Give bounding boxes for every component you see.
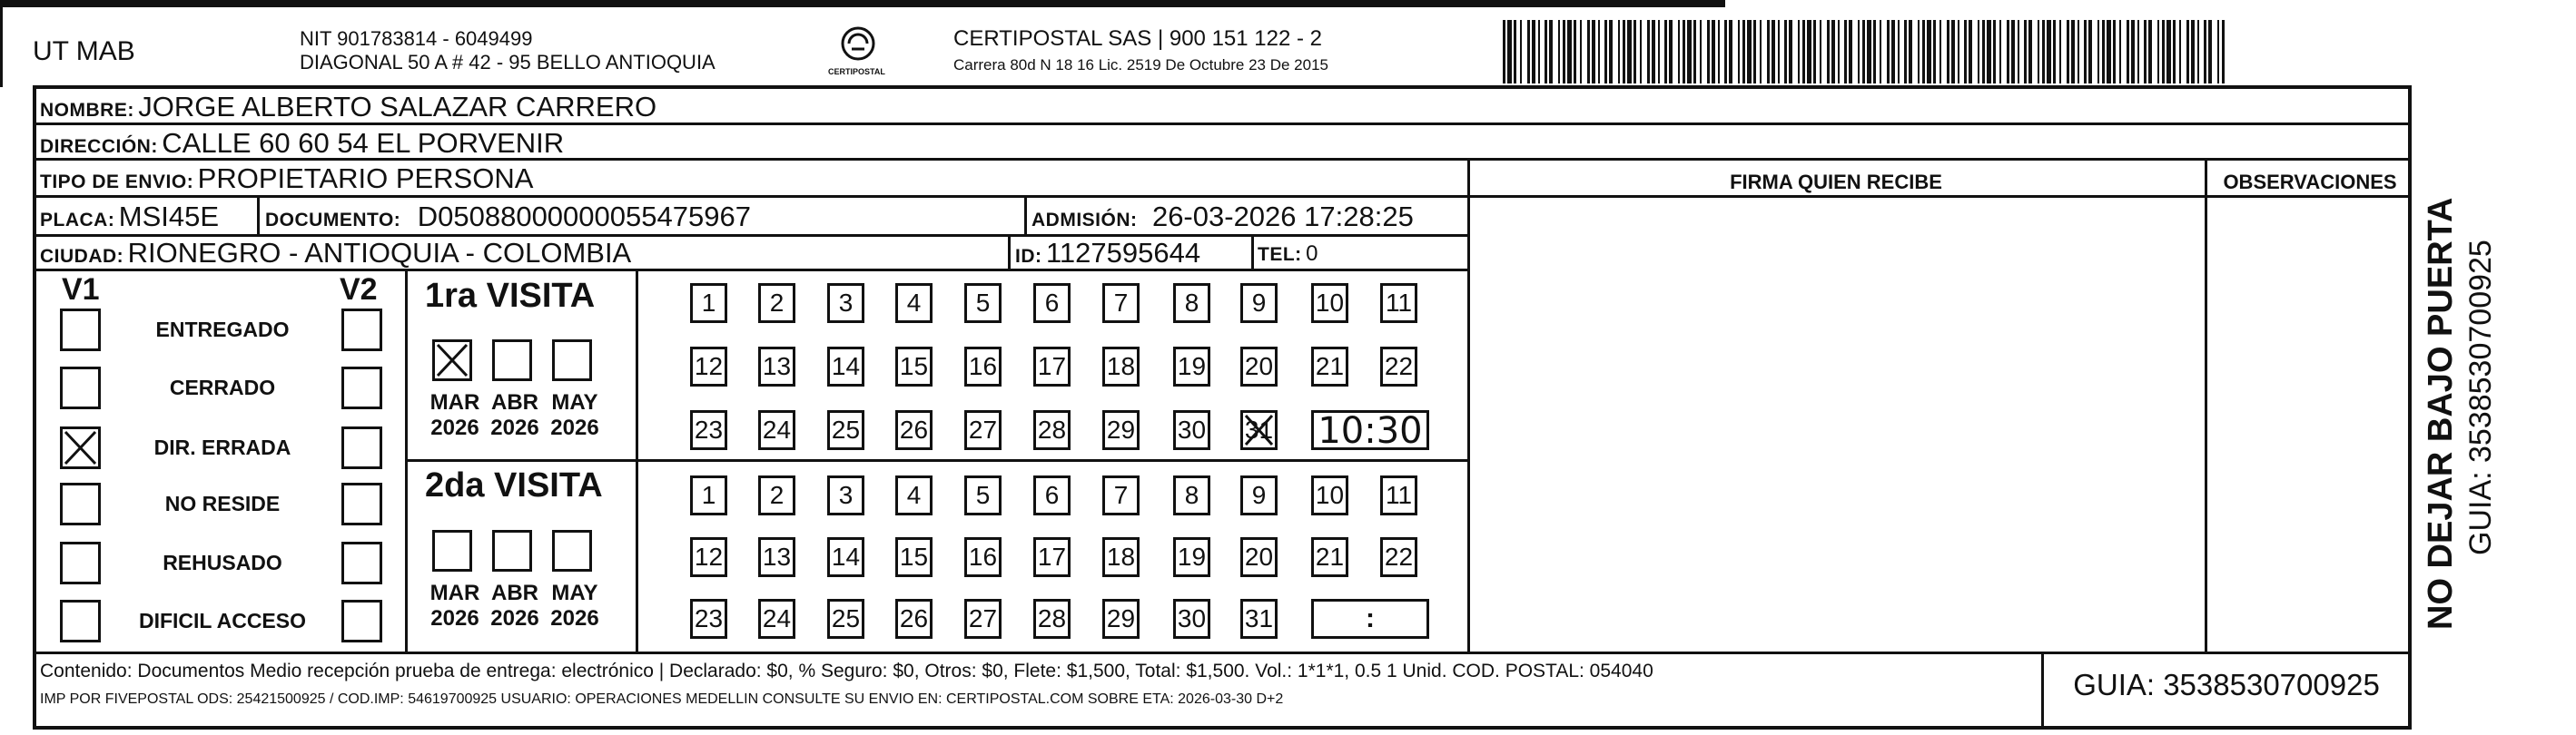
v2-label: V2 xyxy=(340,272,378,307)
v1-checkbox[interactable] xyxy=(60,542,101,584)
month-checkbox[interactable] xyxy=(552,530,592,572)
barcode-bar xyxy=(2038,20,2039,83)
second-visit-title: 2da VISITA xyxy=(425,466,603,505)
documento-label: DOCUMENTO: xyxy=(265,210,401,230)
barcode-bar xyxy=(1658,20,1660,83)
nombre-row xyxy=(40,91,656,123)
barcode-bar xyxy=(1598,20,1600,83)
barcode-bar xyxy=(1784,20,1787,83)
observaciones-header: OBSERVACIONES xyxy=(2223,171,2397,193)
day-box[interactable]: 29 xyxy=(1102,599,1140,639)
status-label: REHUSADO xyxy=(163,551,282,574)
day-box[interactable]: 13 xyxy=(758,537,795,577)
day-box[interactable]: 26 xyxy=(895,599,933,639)
barcode-bar xyxy=(1532,20,1535,83)
barcode-bar xyxy=(1747,20,1752,83)
barcode-bar xyxy=(1669,20,1673,83)
documento-value: D05088000000055475967 xyxy=(417,201,751,232)
barcode-bar xyxy=(1951,20,1955,83)
year-label: 2026 xyxy=(490,606,539,631)
v1-checkbox[interactable] xyxy=(60,309,101,351)
tel-value: 0 xyxy=(1306,241,1318,266)
barcode-bar xyxy=(1652,20,1655,83)
barcode-bar xyxy=(1838,20,1840,83)
footer-line xyxy=(33,652,2412,654)
day-box[interactable]: 11 xyxy=(1380,283,1417,323)
col-line xyxy=(2205,158,2207,652)
day-box[interactable]: 12 xyxy=(690,347,727,387)
day-box[interactable]: 19 xyxy=(1173,347,1210,387)
day-box[interactable]: 3 xyxy=(827,283,864,323)
barcode-bar xyxy=(1767,20,1770,83)
month-label: ABR xyxy=(491,581,538,605)
day-box[interactable]: 15 xyxy=(895,347,933,387)
barcode-bar xyxy=(2222,20,2225,83)
barcode-bar xyxy=(1813,20,1816,83)
barcode-bar xyxy=(1604,20,1607,83)
day-box[interactable]: 8 xyxy=(1173,283,1210,323)
year-label: 2026 xyxy=(430,606,479,631)
time-value: : xyxy=(1366,603,1375,633)
nit-text: NIT 901783814 - 6049499 xyxy=(300,27,533,50)
footer-contenido: Contenido: Documentos Medio recepción prueba de entrega: electrónico | Declarado: $0, % Seguro: $0, Otros: $0, Flete: $1,500, Total: $1,500. Vol.: 1*1*1, 0.5 1 Unid. COD. POSTAL: 054040 xyxy=(40,661,1653,681)
month-label: MAY xyxy=(551,581,598,605)
barcode-bar xyxy=(2217,20,2219,83)
day-box[interactable]: 29 xyxy=(1102,410,1140,450)
day-box[interactable]: 18 xyxy=(1102,347,1140,387)
barcode-bar xyxy=(1527,20,1530,83)
year-label: 2026 xyxy=(430,416,479,440)
year-label: 2026 xyxy=(550,416,599,440)
col-line xyxy=(1008,234,1011,269)
barcode-bar xyxy=(2186,20,2189,83)
barcode-bar xyxy=(1549,20,1553,83)
barcode-bar xyxy=(1987,20,1991,83)
top-rule xyxy=(0,0,1725,7)
tipo-row xyxy=(40,162,533,195)
col-line xyxy=(1467,158,1470,652)
direccion-label: DIRECCIÓN: xyxy=(40,136,158,157)
barcode-bar xyxy=(1958,20,1959,83)
day-box[interactable]: 8 xyxy=(1173,475,1210,515)
barcode-bar xyxy=(1978,20,1979,83)
day-box[interactable]: 17 xyxy=(1033,347,1071,387)
barcode-bar xyxy=(1693,20,1696,83)
logo-text: CERTIPOSTAL xyxy=(828,67,885,76)
barcode-bar xyxy=(2157,20,2159,83)
barcode-bar xyxy=(1633,20,1636,83)
barcode-bar xyxy=(2208,20,2212,83)
barcode-bar xyxy=(2179,20,2181,83)
label-header xyxy=(0,0,2576,87)
barcode-bar xyxy=(2067,20,2069,83)
status-label: NO RESIDE xyxy=(164,492,281,515)
carrier-name: CERTIPOSTAL SAS | 900 151 122 - 2 xyxy=(953,26,1322,51)
day-box[interactable]: 4 xyxy=(895,283,933,323)
barcode-bar xyxy=(1849,20,1852,83)
v1-checkbox[interactable] xyxy=(60,600,101,642)
tipo-label: TIPO DE ENVIO: xyxy=(40,172,194,192)
barcode-bar xyxy=(1844,20,1847,83)
barcode-bar xyxy=(2088,20,2092,83)
month-label: ABR xyxy=(491,390,538,415)
day-box[interactable]: 20 xyxy=(1240,537,1278,577)
v2-checkbox[interactable] xyxy=(341,426,382,469)
barcode-bar xyxy=(2102,20,2105,83)
barcode-bar xyxy=(1587,20,1590,83)
barcode-bar xyxy=(1807,20,1811,83)
time-box[interactable] xyxy=(1311,410,1429,450)
barcode-bar xyxy=(1999,20,2001,83)
barcode-bar xyxy=(1623,20,1625,83)
check-x-icon xyxy=(434,341,470,379)
warning-vertical: NO DEJAR BAJO PUERTA xyxy=(2422,197,2460,630)
day-box[interactable]: 16 xyxy=(964,347,1002,387)
barcode-bar xyxy=(1772,20,1775,83)
day-box[interactable]: 10 xyxy=(1311,475,1348,515)
barcode-bar xyxy=(1993,20,1996,83)
v2-checkbox[interactable] xyxy=(341,483,382,525)
barcode-bar xyxy=(1778,20,1780,83)
id-label: ID: xyxy=(1015,246,1042,267)
time-box[interactable] xyxy=(1311,599,1429,639)
barcode-bar xyxy=(2084,20,2087,83)
barcode-bar xyxy=(1867,20,1871,83)
nombre-value: JORGE ALBERTO SALAZAR CARRERO xyxy=(138,91,657,122)
barcode-bar xyxy=(2007,20,2009,83)
barcode-bar xyxy=(2191,20,2195,83)
nombre-label: NOMBRE: xyxy=(40,100,134,121)
barcode-bar xyxy=(1933,20,1936,83)
ciudad-value: RIONEGRO - ANTIOQUIA - COLOMBIA xyxy=(127,237,632,269)
barcode-bar xyxy=(1947,20,1949,83)
barcode-bar xyxy=(2113,20,2116,83)
day-box[interactable]: 22 xyxy=(1380,347,1417,387)
day-box[interactable]: 18 xyxy=(1102,537,1140,577)
barcode-bar xyxy=(1538,20,1540,83)
barcode-bar xyxy=(1927,20,1931,83)
status-label: DIFICIL ACCESO xyxy=(138,609,306,632)
barcode-bar xyxy=(1982,20,1985,83)
barcode-bar xyxy=(1574,20,1576,83)
day-box[interactable]: 23 xyxy=(690,410,727,450)
day-box[interactable]: 27 xyxy=(964,599,1002,639)
barcode-bar xyxy=(1592,20,1595,83)
day-box[interactable]: 16 xyxy=(964,537,1002,577)
day-box[interactable]: 4 xyxy=(895,475,933,515)
carrier-license: Carrera 80d N 18 16 Lic. 2519 De Octubre 23 De 2015 xyxy=(953,56,1328,74)
barcode-bar xyxy=(2042,20,2045,83)
day-box[interactable]: 9 xyxy=(1240,475,1278,515)
id-row xyxy=(1015,237,1200,270)
check-x-icon xyxy=(1242,412,1276,448)
barcode-bar xyxy=(1718,20,1720,83)
barcode-bar xyxy=(2162,20,2165,83)
day-box[interactable]: 26 xyxy=(895,410,933,450)
barcode-bar xyxy=(1545,20,1547,83)
day-box[interactable]: 9 xyxy=(1240,283,1278,323)
barcode-bar xyxy=(1939,20,1941,83)
placa-row xyxy=(40,201,219,233)
barcode-bar xyxy=(1742,20,1745,83)
barcode-bar xyxy=(1618,20,1620,83)
barcode-bar xyxy=(1640,20,1642,83)
barcode-bar xyxy=(1918,20,1920,83)
month-checkbox[interactable] xyxy=(492,339,532,381)
v1-label: V1 xyxy=(62,272,100,307)
barcode-bar xyxy=(1820,20,1821,83)
visit-split-line xyxy=(405,459,1467,462)
barcode-bar xyxy=(1580,20,1582,83)
day-box[interactable]: 7 xyxy=(1102,283,1140,323)
tel-row xyxy=(1258,241,1318,267)
sender-address: DIAGONAL 50 A # 42 - 95 BELLO ANTIOQUIA xyxy=(300,51,716,74)
admision-row xyxy=(1031,201,1414,233)
barcode-bar xyxy=(2204,20,2206,83)
day-box[interactable]: 25 xyxy=(827,599,864,639)
day-box[interactable]: 28 xyxy=(1033,599,1071,639)
day-box[interactable]: 25 xyxy=(827,410,864,450)
placa-value: MSI45E xyxy=(118,201,220,232)
direccion-value: CALLE 60 60 54 EL PORVENIR xyxy=(162,127,565,159)
barcode-bar xyxy=(2011,20,2015,83)
v2-checkbox[interactable] xyxy=(341,367,382,409)
barcode-bar xyxy=(1922,20,1925,83)
barcode-bar xyxy=(1707,20,1710,83)
day-box[interactable]: 22 xyxy=(1380,537,1417,577)
v1-checkbox[interactable] xyxy=(60,367,101,409)
day-box[interactable]: 21 xyxy=(1311,347,1348,387)
barcode-bar xyxy=(1520,20,1522,83)
certipostal-logo-icon xyxy=(828,20,885,87)
day-box[interactable]: 1 xyxy=(690,475,727,515)
barcode-bar xyxy=(1738,20,1740,83)
barcode-bar xyxy=(1700,20,1702,83)
check-x-icon xyxy=(62,428,99,467)
day-box[interactable]: 5 xyxy=(964,475,1002,515)
barcode-bar xyxy=(1712,20,1715,83)
barcode-bar xyxy=(2071,20,2075,83)
barcode-bar xyxy=(1507,20,1512,83)
col-line xyxy=(1251,234,1254,269)
time-value: 10:30 xyxy=(1318,410,1423,452)
barcode-bar xyxy=(1724,20,1727,83)
barcode-bar xyxy=(2024,20,2027,83)
barcode-bar xyxy=(1798,20,1800,83)
barcode-bar xyxy=(1887,20,1890,83)
month-checkbox[interactable] xyxy=(552,339,592,381)
barcode-bar xyxy=(2028,20,2032,83)
guia-vertical: GUIA: 3538530700925 xyxy=(2463,240,2498,555)
day-box[interactable]: 3 xyxy=(827,475,864,515)
day-box[interactable]: 23 xyxy=(690,599,727,639)
year-label: 2026 xyxy=(490,416,539,440)
tipo-value: PROPIETARIO PERSONA xyxy=(197,162,534,194)
id-value: 1127595644 xyxy=(1045,237,1201,269)
day-box[interactable]: 24 xyxy=(758,410,795,450)
barcode-bar xyxy=(1898,20,1900,83)
barcode-bar xyxy=(2148,20,2152,83)
direccion-row xyxy=(40,127,564,160)
day-box[interactable]: 20 xyxy=(1240,347,1278,387)
barcode-bar xyxy=(1858,20,1860,83)
col-line xyxy=(257,195,260,234)
day-box[interactable]: 17 xyxy=(1033,537,1071,577)
barcode xyxy=(1503,20,2229,83)
day-box[interactable]: 10 xyxy=(1311,283,1348,323)
barcode-bar xyxy=(1558,20,1560,83)
month-label: MAR xyxy=(429,390,480,415)
v2-checkbox[interactable] xyxy=(341,600,382,642)
tel-label: TEL: xyxy=(1258,244,1302,265)
day-box[interactable]: 2 xyxy=(758,475,795,515)
barcode-bar xyxy=(1729,20,1732,83)
day-box[interactable]: 19 xyxy=(1173,537,1210,577)
day-box[interactable]: 12 xyxy=(690,537,727,577)
barcode-bar xyxy=(1567,20,1572,83)
barcode-bar xyxy=(1687,20,1692,83)
barcode-bar xyxy=(2131,20,2135,83)
barcode-bar xyxy=(2144,20,2147,83)
day-box[interactable]: 6 xyxy=(1033,283,1071,323)
ciudad-row xyxy=(40,237,631,270)
day-box[interactable]: 15 xyxy=(895,537,933,577)
day-box[interactable]: 2 xyxy=(758,283,795,323)
day-box[interactable]: 30 xyxy=(1173,599,1210,639)
barcode-bar xyxy=(2166,20,2171,83)
barcode-bar xyxy=(1969,20,1972,83)
ciudad-label: CIUDAD: xyxy=(40,246,124,267)
day-box[interactable]: 31 xyxy=(1240,599,1278,639)
barcode-bar xyxy=(1862,20,1865,83)
day-box[interactable]: 31 xyxy=(1240,410,1278,450)
day-box[interactable]: 28 xyxy=(1033,410,1071,450)
barcode-bar xyxy=(2053,20,2056,83)
month-label: MAR xyxy=(429,581,480,605)
barcode-bar xyxy=(1909,20,1912,83)
barcode-bar xyxy=(1873,20,1876,83)
placa-label: PLACA: xyxy=(40,210,115,230)
barcode-bar xyxy=(2107,20,2111,83)
barcode-bar xyxy=(2018,20,2019,83)
col-line xyxy=(1024,195,1027,234)
month-checkbox[interactable] xyxy=(432,530,472,572)
barcode-bar xyxy=(1678,20,1680,83)
barcode-bar xyxy=(1904,20,1907,83)
company-name: UT MAB xyxy=(33,36,135,66)
barcode-bar xyxy=(2078,20,2079,83)
barcode-bar xyxy=(1827,20,1830,83)
day-box[interactable]: 13 xyxy=(758,347,795,387)
documento-row xyxy=(265,201,751,233)
v1-checkbox[interactable] xyxy=(60,483,101,525)
admision-label: ADMISIÓN: xyxy=(1031,210,1138,230)
day-box[interactable]: 30 xyxy=(1173,410,1210,450)
barcode-bar xyxy=(1609,20,1613,83)
barcode-bar xyxy=(1831,20,1835,83)
day-box[interactable]: 5 xyxy=(964,283,1002,323)
barcode-bar xyxy=(2173,20,2176,83)
barcode-bar xyxy=(2137,20,2139,83)
barcode-bar xyxy=(1664,20,1667,83)
day-box[interactable]: 14 xyxy=(827,537,864,577)
status-label: ENTREGADO xyxy=(155,318,290,341)
day-box[interactable]: 1 xyxy=(690,283,727,323)
barcode-bar xyxy=(1647,20,1650,83)
row-line xyxy=(1467,195,2412,198)
v2-checkbox[interactable] xyxy=(341,542,382,584)
barcode-bar xyxy=(1753,20,1756,83)
barcode-bar xyxy=(1802,20,1805,83)
barcode-bar xyxy=(2197,20,2199,83)
day-box[interactable]: 14 xyxy=(827,347,864,387)
barcode-bar xyxy=(1503,20,1505,83)
barcode-bar xyxy=(1563,20,1565,83)
barcode-bar xyxy=(1514,20,1516,83)
barcode-bar xyxy=(2059,20,2061,83)
day-box[interactable]: 6 xyxy=(1033,475,1071,515)
barcode-bar xyxy=(2127,20,2129,83)
barcode-bar xyxy=(1789,20,1792,83)
barcode-bar xyxy=(2097,20,2099,83)
barcode-bar xyxy=(1760,20,1762,83)
status-label: DIR. ERRADA xyxy=(153,436,291,459)
day-box[interactable]: 24 xyxy=(758,599,795,639)
day-box[interactable]: 27 xyxy=(964,410,1002,450)
barcode-bar xyxy=(1627,20,1632,83)
footer-guia: GUIA: 3538530700925 xyxy=(2073,668,2380,701)
day-box[interactable]: 21 xyxy=(1311,537,1348,577)
header-left-rule xyxy=(0,0,3,87)
firma-header: FIRMA QUIEN RECIBE xyxy=(1730,171,1942,193)
first-visit-title: 1ra VISITA xyxy=(425,277,596,315)
barcode-bar xyxy=(1880,20,1881,83)
barcode-bar xyxy=(1683,20,1685,83)
footer-imp: IMP POR FIVEPOSTAL ODS: 25421500925 / COD.IMP: 54619700925 USUARIO: OPERACIONES MEDELLIN CONSULTE SU ENVIO EN: CERTIPOSTAL.COM SOBRE ETA: 2026-03-30 D+2 xyxy=(40,691,1284,707)
admision-value: 26-03-2026 17:28:25 xyxy=(1151,201,1414,232)
day-box[interactable]: 7 xyxy=(1102,475,1140,515)
day-box[interactable]: 11 xyxy=(1380,475,1417,515)
year-label: 2026 xyxy=(550,606,599,631)
barcode-bar xyxy=(1964,20,1967,83)
status-label: CERRADO xyxy=(169,376,276,399)
month-label: MAY xyxy=(551,390,598,415)
barcode-bar xyxy=(1891,20,1895,83)
barcode-bar xyxy=(2047,20,2051,83)
barcode-bar xyxy=(2119,20,2121,83)
v2-checkbox[interactable] xyxy=(341,309,382,351)
month-checkbox[interactable] xyxy=(492,530,532,572)
